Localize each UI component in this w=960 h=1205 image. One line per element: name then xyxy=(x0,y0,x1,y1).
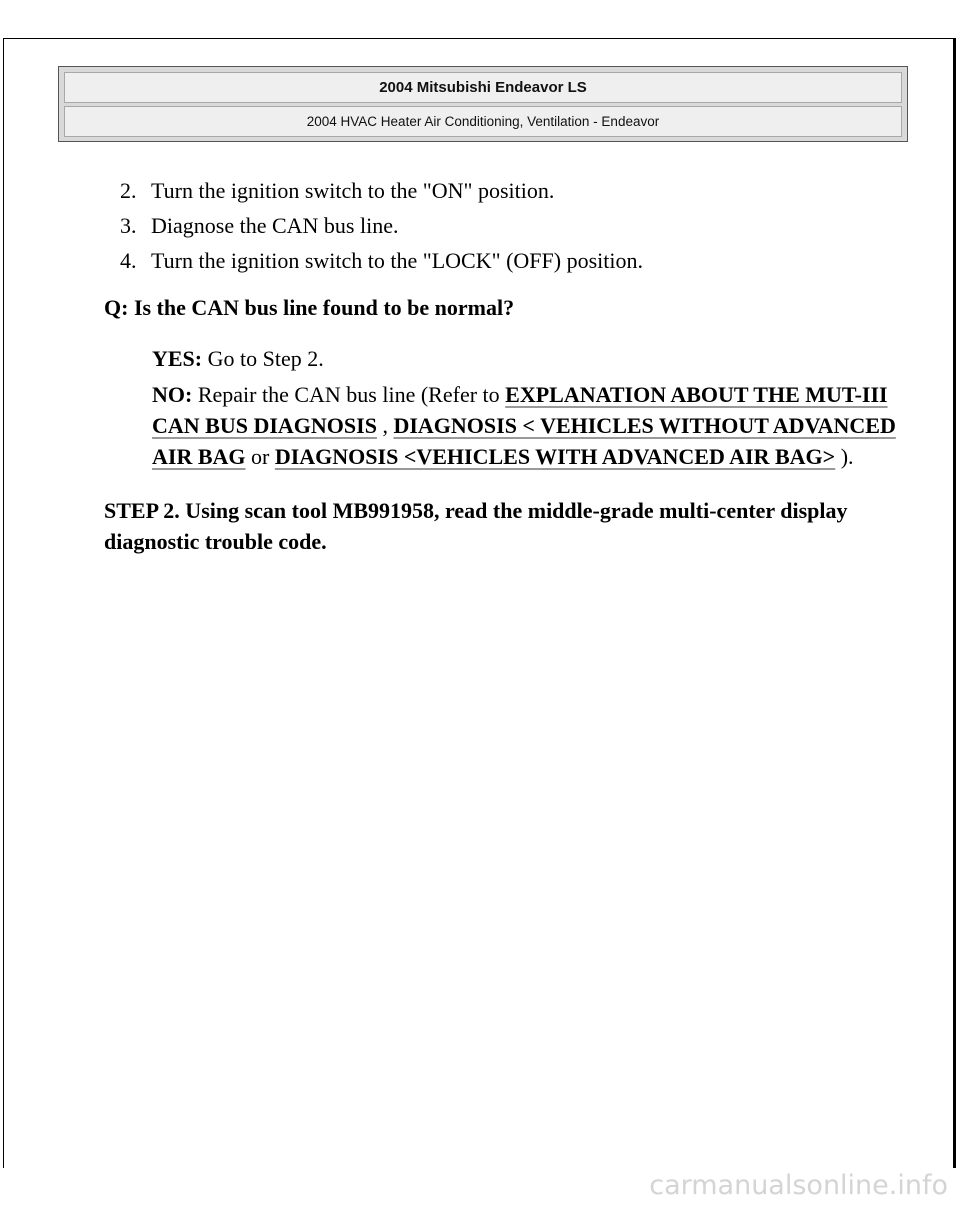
step-2-heading: STEP 2. Using scan tool MB991958, read the middle-grade multi-center display diagnostic trouble code. xyxy=(104,498,848,554)
yes-text: Go to Step 2. xyxy=(202,346,324,371)
procedure-steps xyxy=(120,173,643,278)
list-item xyxy=(120,173,643,208)
closing-text: ). xyxy=(835,444,854,469)
answer-block xyxy=(152,343,897,472)
step-number: 4. xyxy=(120,248,137,273)
document-header xyxy=(58,66,908,142)
list-item xyxy=(120,208,643,243)
separator: , xyxy=(376,413,394,438)
no-label: NO: xyxy=(152,382,193,407)
step-text: Diagnose the CAN bus line. xyxy=(151,213,399,238)
link-can-bus-diagnosis[interactable]: EXPLANATION ABOUT THE MUT-III CAN BUS DIAGNOSIS xyxy=(152,382,888,438)
question-heading: Q: Is the CAN bus line found to be normal? xyxy=(104,295,515,320)
yes-label: YES: xyxy=(152,346,203,371)
no-answer xyxy=(152,379,897,472)
separator: or xyxy=(245,444,275,469)
step-number: 2. xyxy=(120,178,137,203)
header-title: 2004 Mitsubishi Endeavor LS xyxy=(379,79,587,96)
header-subtitle: 2004 HVAC Heater Air Conditioning, Ventilation - Endeavor xyxy=(306,114,660,129)
header-subtitle-bar xyxy=(64,106,902,137)
step-text: Turn the ignition switch to the "LOCK" (OFF) position. xyxy=(151,248,644,273)
yes-answer xyxy=(152,343,897,374)
no-text: Repair the CAN bus line (Refer to xyxy=(192,382,506,407)
step-text: Turn the ignition switch to the "ON" position. xyxy=(151,178,555,203)
header-title-bar xyxy=(64,72,902,103)
step-number: 3. xyxy=(120,213,137,238)
link-diagnosis-without-airbag[interactable]: DIAGNOSIS < VEHICLES WITHOUT ADVANCED AIR BAG xyxy=(152,413,896,469)
list-item xyxy=(120,243,643,278)
watermark: carmanualsonline.info xyxy=(649,1170,948,1201)
link-diagnosis-with-airbag[interactable]: DIAGNOSIS <VEHICLES WITH ADVANCED AIR BAG> xyxy=(274,444,836,469)
